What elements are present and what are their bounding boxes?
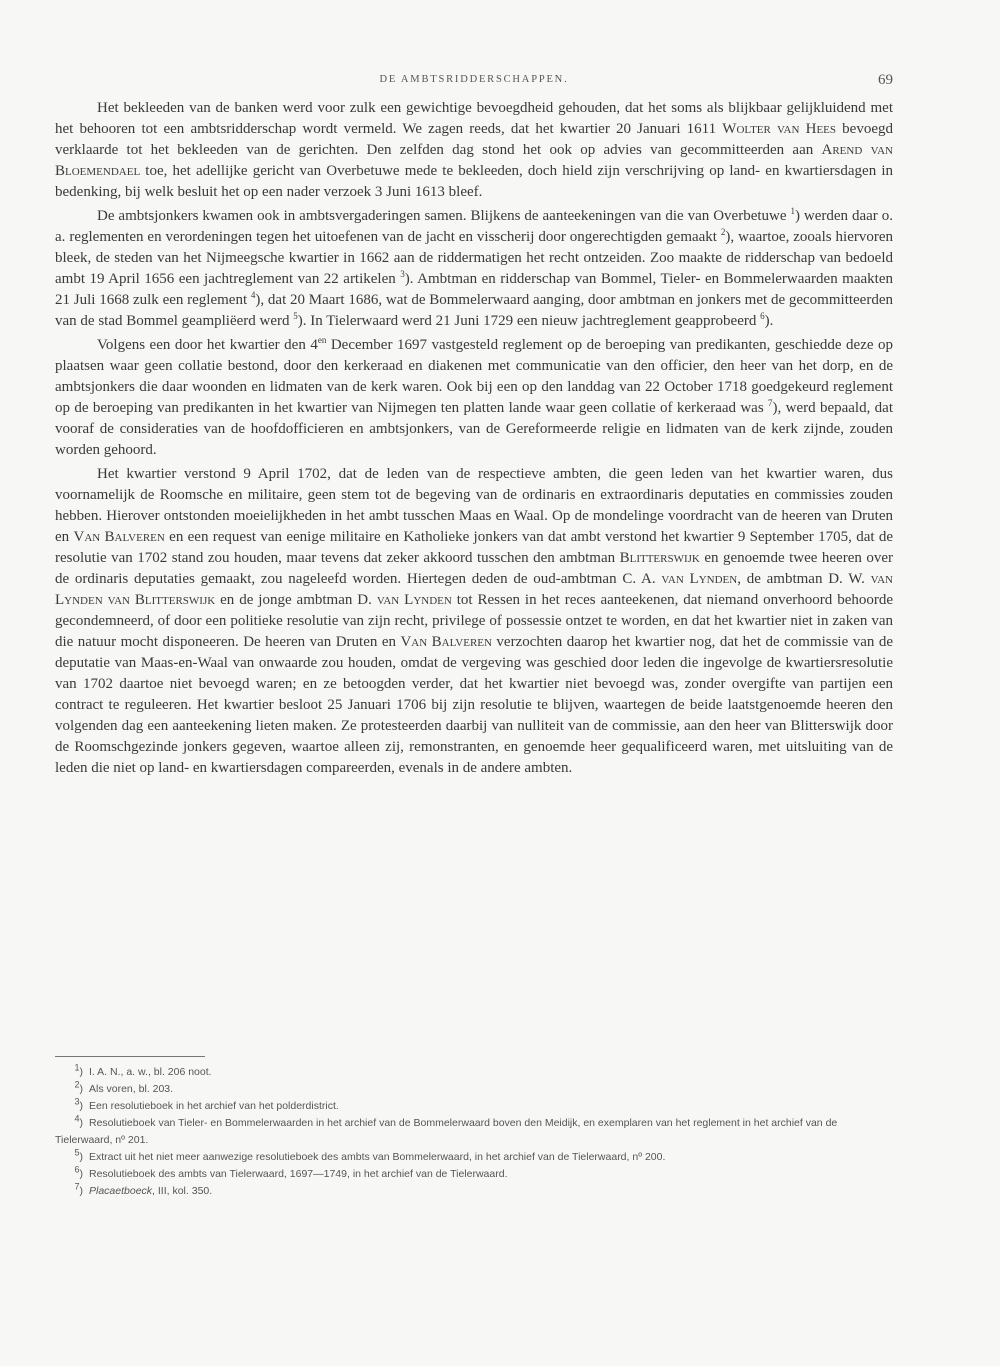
- footnote-text: Resolutieboek des ambts van Tielerwaard, 1697—1749, in het archief van de Tielerwaard.: [89, 1168, 508, 1180]
- footnote-text: , III, kol. 350.: [152, 1185, 213, 1197]
- text-run: Het kwartier verstond 9 April 1702, dat de leden van de respectieve ambten, die geen leden van het kwartier waren, dus voornamelijk de Roomsche en militaire, geen stem tot de begeving van de ordinaris en extraordinaris deputaties en commissies zouden hebben. Hierover ontstonden moeielijkheden in het ambt tusschen Maas en Waal. Op de mondelinge voordracht van de heeren van Druten en: [55, 466, 893, 545]
- ordinal-suffix: en: [317, 335, 327, 345]
- text-run: en een request van eenige militaire en Katholieke jonkers van dat ambt verstond het kwartier 9 September 1705, dat de resolutie van 1702 stand zou houden, maar tevens dat zeker akkoord tusschen den ambtman: [55, 529, 893, 566]
- text-run: toe, het adellijke gericht van Overbetuwe mede te bekleeden, doch hield zijn verschrijving op land- en kwartiersdagen in bedenking, bij welk besluit het op een nader verzoek 3 Juni 1613 bleef.: [55, 163, 893, 200]
- footnote-ref[interactable]: 2: [720, 227, 726, 237]
- text-run: , de ambtman D. W.: [737, 571, 871, 587]
- text-run: December 1697 vastgesteld reglement op de beroeping van predikanten, geschiedde deze op plaatsen waar geen collatie bestond, door den kerkeraad en diakenen met communicatie van den officier, den heer van het dorp, en de ambtsjonkers die daar woonden en lidmaten van de kerk waren. Ook bij een op den landdag van 22 October 1718 goedgekeurd reglement op de beroeping van predikanten in het kwartier van Nijmegen ten platten lande waar geen collatie of kerkeraad was: [55, 337, 894, 416]
- text-run: Het bekleeden van de banken werd voor zulk een gewichtige bevoegdheid gehouden, dat het soms als blijkbaar gelijkluidend met het behooren tot een ambtsridderschap wordt vermeld. We zagen reeds, dat het kwartier 20 Januari 1611: [55, 100, 893, 137]
- person-name: Van Balveren: [73, 529, 165, 545]
- footnote-2: $^2$) Als voren, bl. 203.: [74, 1079, 174, 1095]
- text-run: De ambtsjonkers kwamen ook in ambtsvergaderingen samen. Blijkens de aanteekeningen van die van Overbetuwe: [97, 208, 791, 224]
- person-name: Arend van Bloemendael: [55, 142, 893, 179]
- text-run: en genoemde twee heeren over de ordinaris deputaties gemaakt, zou nageleefd worden. Hiertegen deden de oud-ambtman C. A.: [55, 550, 893, 587]
- text-run: ), werd bepaald, dat vooraf de consideraties van de hoofdofficieren en ambtsjonkers, van de Gereformeerde religie en lidmaten van de kerk zijnde, zouden worden gehoord.: [55, 400, 894, 458]
- footnote-ref[interactable]: 4: [250, 290, 256, 300]
- footnote-1: $^1$) I. A. N., a. w., bl. 206 noot.: [74, 1062, 212, 1078]
- footnote-4: $^4$) Resolutieboek van Tieler- en Bommelerwaarden in het archief van de Bommelerwaard boven den Meidijk, en exemplaren van het reglement in het archief van de Tielerwaard, nº 201.: [55, 1113, 838, 1146]
- text-run: ). Ambtman en ridderschap van Bommel, Tieler- en Bommelerwaarden maakten 21 Juli 1668 zulk een reglement: [55, 271, 893, 308]
- footnote-text: Extract uit het niet meer aanwezige resolutieboek des ambts van Bommelerwaard, in het archief van de Tielerwaard, nº 200.: [89, 1151, 666, 1163]
- body-text: [55, 98, 893, 782]
- footnote-text: Als voren, bl. 203.: [89, 1083, 174, 1095]
- footnote-5: $^5$) Extract uit het niet meer aanwezige resolutieboek des ambts van Bommelerwaard, in het archief van de Tielerwaard, nº 200.: [74, 1147, 666, 1163]
- text-run: verzochten daarop het kwartier nog, dat het de commissie van de deputatie van Maas-en-Waal van onwaarde zou houden, omdat de vergeving was geschied door leden die ingevolge de kwartiersresolutie van 1702 daartoe niet bevoegd waren; en ze betoogden verder, dat het kwartier niet bevoegd was, zonder overgifte van partijen een contract te reguleeren. Het kwartier besloot 25 Januari 1706 bij zijn resolutie te blijven, waartegen de beide laatstgenoemde heeren den volgenden dag een aanteekening lieten maken. Ze protesteerden daarbij van nulliteit van de commissie, aan den heer van Blitterswijk door de Roomschgezinde jonkers gegeven, waartoe alleen zij, remonstranten, en genoemde heer gequalificeerd waren, met uitsluiting van de leden die niet op land- en kwartiersdagen compareerden, evenals in de andere ambten.: [55, 634, 893, 776]
- footnote-mark: 7: [74, 1181, 80, 1192]
- person-name: Blitterswijk: [619, 550, 700, 566]
- person-name: van Lynden van Blitterswijk: [55, 571, 893, 608]
- running-title: DE AMBTSRIDDERSCHAPPEN.: [379, 74, 569, 85]
- footnote-ref[interactable]: 3: [400, 269, 405, 279]
- footnote-mark: 5: [74, 1147, 80, 1158]
- text-run: bevoegd verklaarde tot het bekleeden van de gerichten. Den zelfden dag stond het ook op advies van gecommitteerden aan: [55, 121, 893, 158]
- page-header: [55, 74, 893, 94]
- text-run: ) werden daar o. a. reglementen en verordeningen tegen het uitoefenen van de jacht en visscherij door ongerechtigden gemaakt: [55, 208, 893, 245]
- footnote-ref[interactable]: 6: [760, 311, 765, 321]
- footnote-ref[interactable]: 7: [768, 398, 773, 408]
- footnote-mark: 3: [74, 1096, 80, 1107]
- footnote-divider: [55, 1056, 205, 1057]
- footnote-6: $^6$) Resolutieboek des ambts van Tielerwaard, 1697—1749, in het archief van de Tielerwaard.: [74, 1164, 508, 1180]
- paragraph-3: [55, 335, 893, 461]
- paragraph-2: [55, 206, 893, 332]
- footnote-7: $^7$) Placaetboeck, III, kol. 350.: [74, 1181, 213, 1197]
- footnote-mark: 4: [74, 1113, 80, 1124]
- text-run: Volgens een door het kwartier den 4: [97, 337, 318, 353]
- footnote-text: I. A. N., a. w., bl. 206 noot.: [89, 1066, 212, 1078]
- person-name: Wolter van Hees: [722, 121, 837, 137]
- text-run: ), dat 20 Maart 1686, wat de Bommelerwaard aanging, door ambtman en jonkers met de gecommitteerden van de stad Bommel geampliëerd werd: [55, 292, 893, 329]
- footnote-mark: 1: [74, 1062, 80, 1073]
- text-run: en de jonge ambtman D.: [215, 592, 377, 608]
- paragraph-4: [55, 464, 893, 779]
- footnote-mark: 6: [74, 1164, 80, 1175]
- footnote-text: Resolutieboek van Tieler- en Bommelerwaarden in het archief van de Bommelerwaard boven den Meidijk, en exemplaren van het reglement in het archief van de Tielerwaard, nº 201.: [55, 1117, 838, 1146]
- footnote-text: Een resolutieboek in het archief van het polderdistrict.: [89, 1100, 339, 1112]
- footnote-italic-title: Placaetboeck: [89, 1185, 153, 1197]
- paragraph-1: [55, 98, 893, 203]
- page-number: 69: [878, 72, 893, 88]
- text-run: ). In Tielerwaard werd 21 Juni 1729 een nieuw jachtreglement geapprobeerd: [297, 313, 761, 329]
- person-name: van Lynden: [376, 592, 452, 608]
- footnotes: [55, 1064, 893, 1200]
- text-run: ), waartoe, zooals hiervoren bleek, de steden van het Nijmeegsche kwartier in 1662 aan de riddermatigen het recht ontzeiden. Zoo maakte de ridderschap van bedoeld ambt 19 April 1656 een jachtreglement van 22 artikelen: [55, 229, 893, 287]
- text-run: ).: [764, 313, 774, 329]
- person-name: Van Balveren: [400, 634, 492, 650]
- footnote-3: $^3$) Een resolutieboek in het archief van het polderdistrict.: [74, 1096, 339, 1112]
- footnote-ref[interactable]: 1: [790, 206, 795, 216]
- person-name: van Lynden: [661, 571, 738, 587]
- footnote-ref[interactable]: 5: [293, 311, 298, 321]
- text-run: tot Ressen in het reces aanteekenen, dat niemand onverhoord behoorde gecondemneerd, of door een politieke resolutie van zijn recht, privilege of possessie ontzet te worden, en dat het kwartier niet in zaken van die natuur mocht disponeeren. De heeren van Druten en: [55, 592, 893, 650]
- footnote-mark: 2: [74, 1079, 80, 1090]
